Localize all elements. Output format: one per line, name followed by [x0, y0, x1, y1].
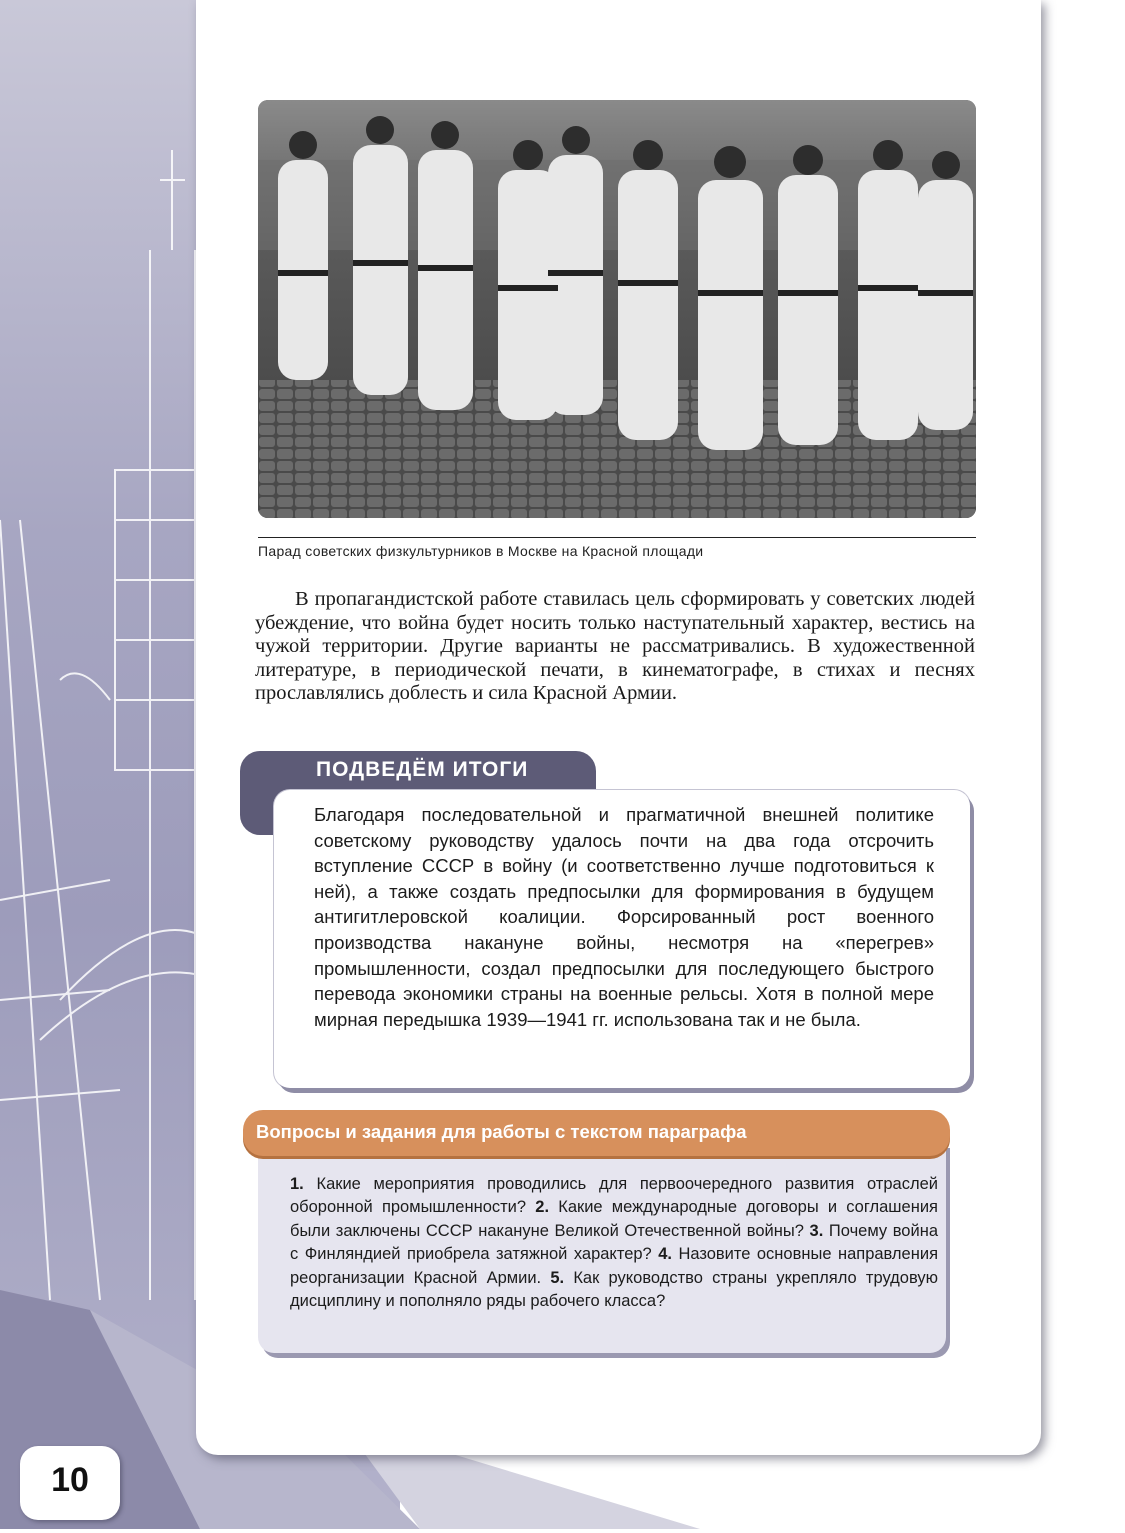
question-text: Какие мероприятия проводились для первоочередного развития отраслей оборонной промышленности? — [290, 1175, 938, 1217]
question-number: 4. — [658, 1245, 672, 1264]
caption-rule — [258, 537, 976, 538]
body-paragraph: В пропагандистской работе ставилась цель сформировать у советских людей убеждение, что война будет носить только наступательный характер, вестись на чужой территории. Другие варианты не рассматривались. В художественной литературе, в периодической печати, в кинематографе, в стихах и песнях прославлялись доблесть и сила Красной Армии. — [255, 588, 975, 704]
question-number: 5. — [550, 1268, 565, 1287]
question-text: Назовите основные направления реорганизации Красной Армии. — [290, 1245, 938, 1287]
question-text: Как руководство страны укрепляло трудовую дисциплину и пополняло ряды рабочего класса? — [290, 1268, 939, 1311]
question-number: 1. — [290, 1175, 304, 1193]
questions-list — [290, 1173, 938, 1313]
summary-text: Благодаря последовательной и прагматичной внешней политике советскому руководству удалось почти на два года отсрочить вступление СССР в войну (и соответственно лучше подготовиться к ней), а также создать предпосылки для формирования в будущем антигитлеровской коалиции. Форсированный рост военного производства накануне войны, несмотря на «перегрев» промышленности, создал предпосылки для последующего быстрого перевода экономики страны на военные рельсы. Хотя в полной мере мирная передышка 1939—1941 гг. использована так и не была. — [314, 804, 934, 1030]
questions-title: Вопросы и задания для работы с текстом параграфа — [256, 1121, 747, 1142]
question-text: Какие международные договоры и соглашения были заключены СССР накануне Великой Отечественной войны? — [290, 1198, 938, 1240]
parade-photo — [258, 100, 976, 518]
photo-caption: Парад советских физкультурников в Москве на Красной площади — [258, 543, 704, 559]
page-number: 10 — [51, 1461, 89, 1499]
summary-title: ПОДВЕДЁМ ИТОГИ — [316, 758, 529, 781]
question-text: Почему война с Финляндией приобрела затяжной характер? — [290, 1221, 938, 1264]
question-number: 2. — [535, 1198, 550, 1217]
question-number: 3. — [809, 1221, 824, 1240]
